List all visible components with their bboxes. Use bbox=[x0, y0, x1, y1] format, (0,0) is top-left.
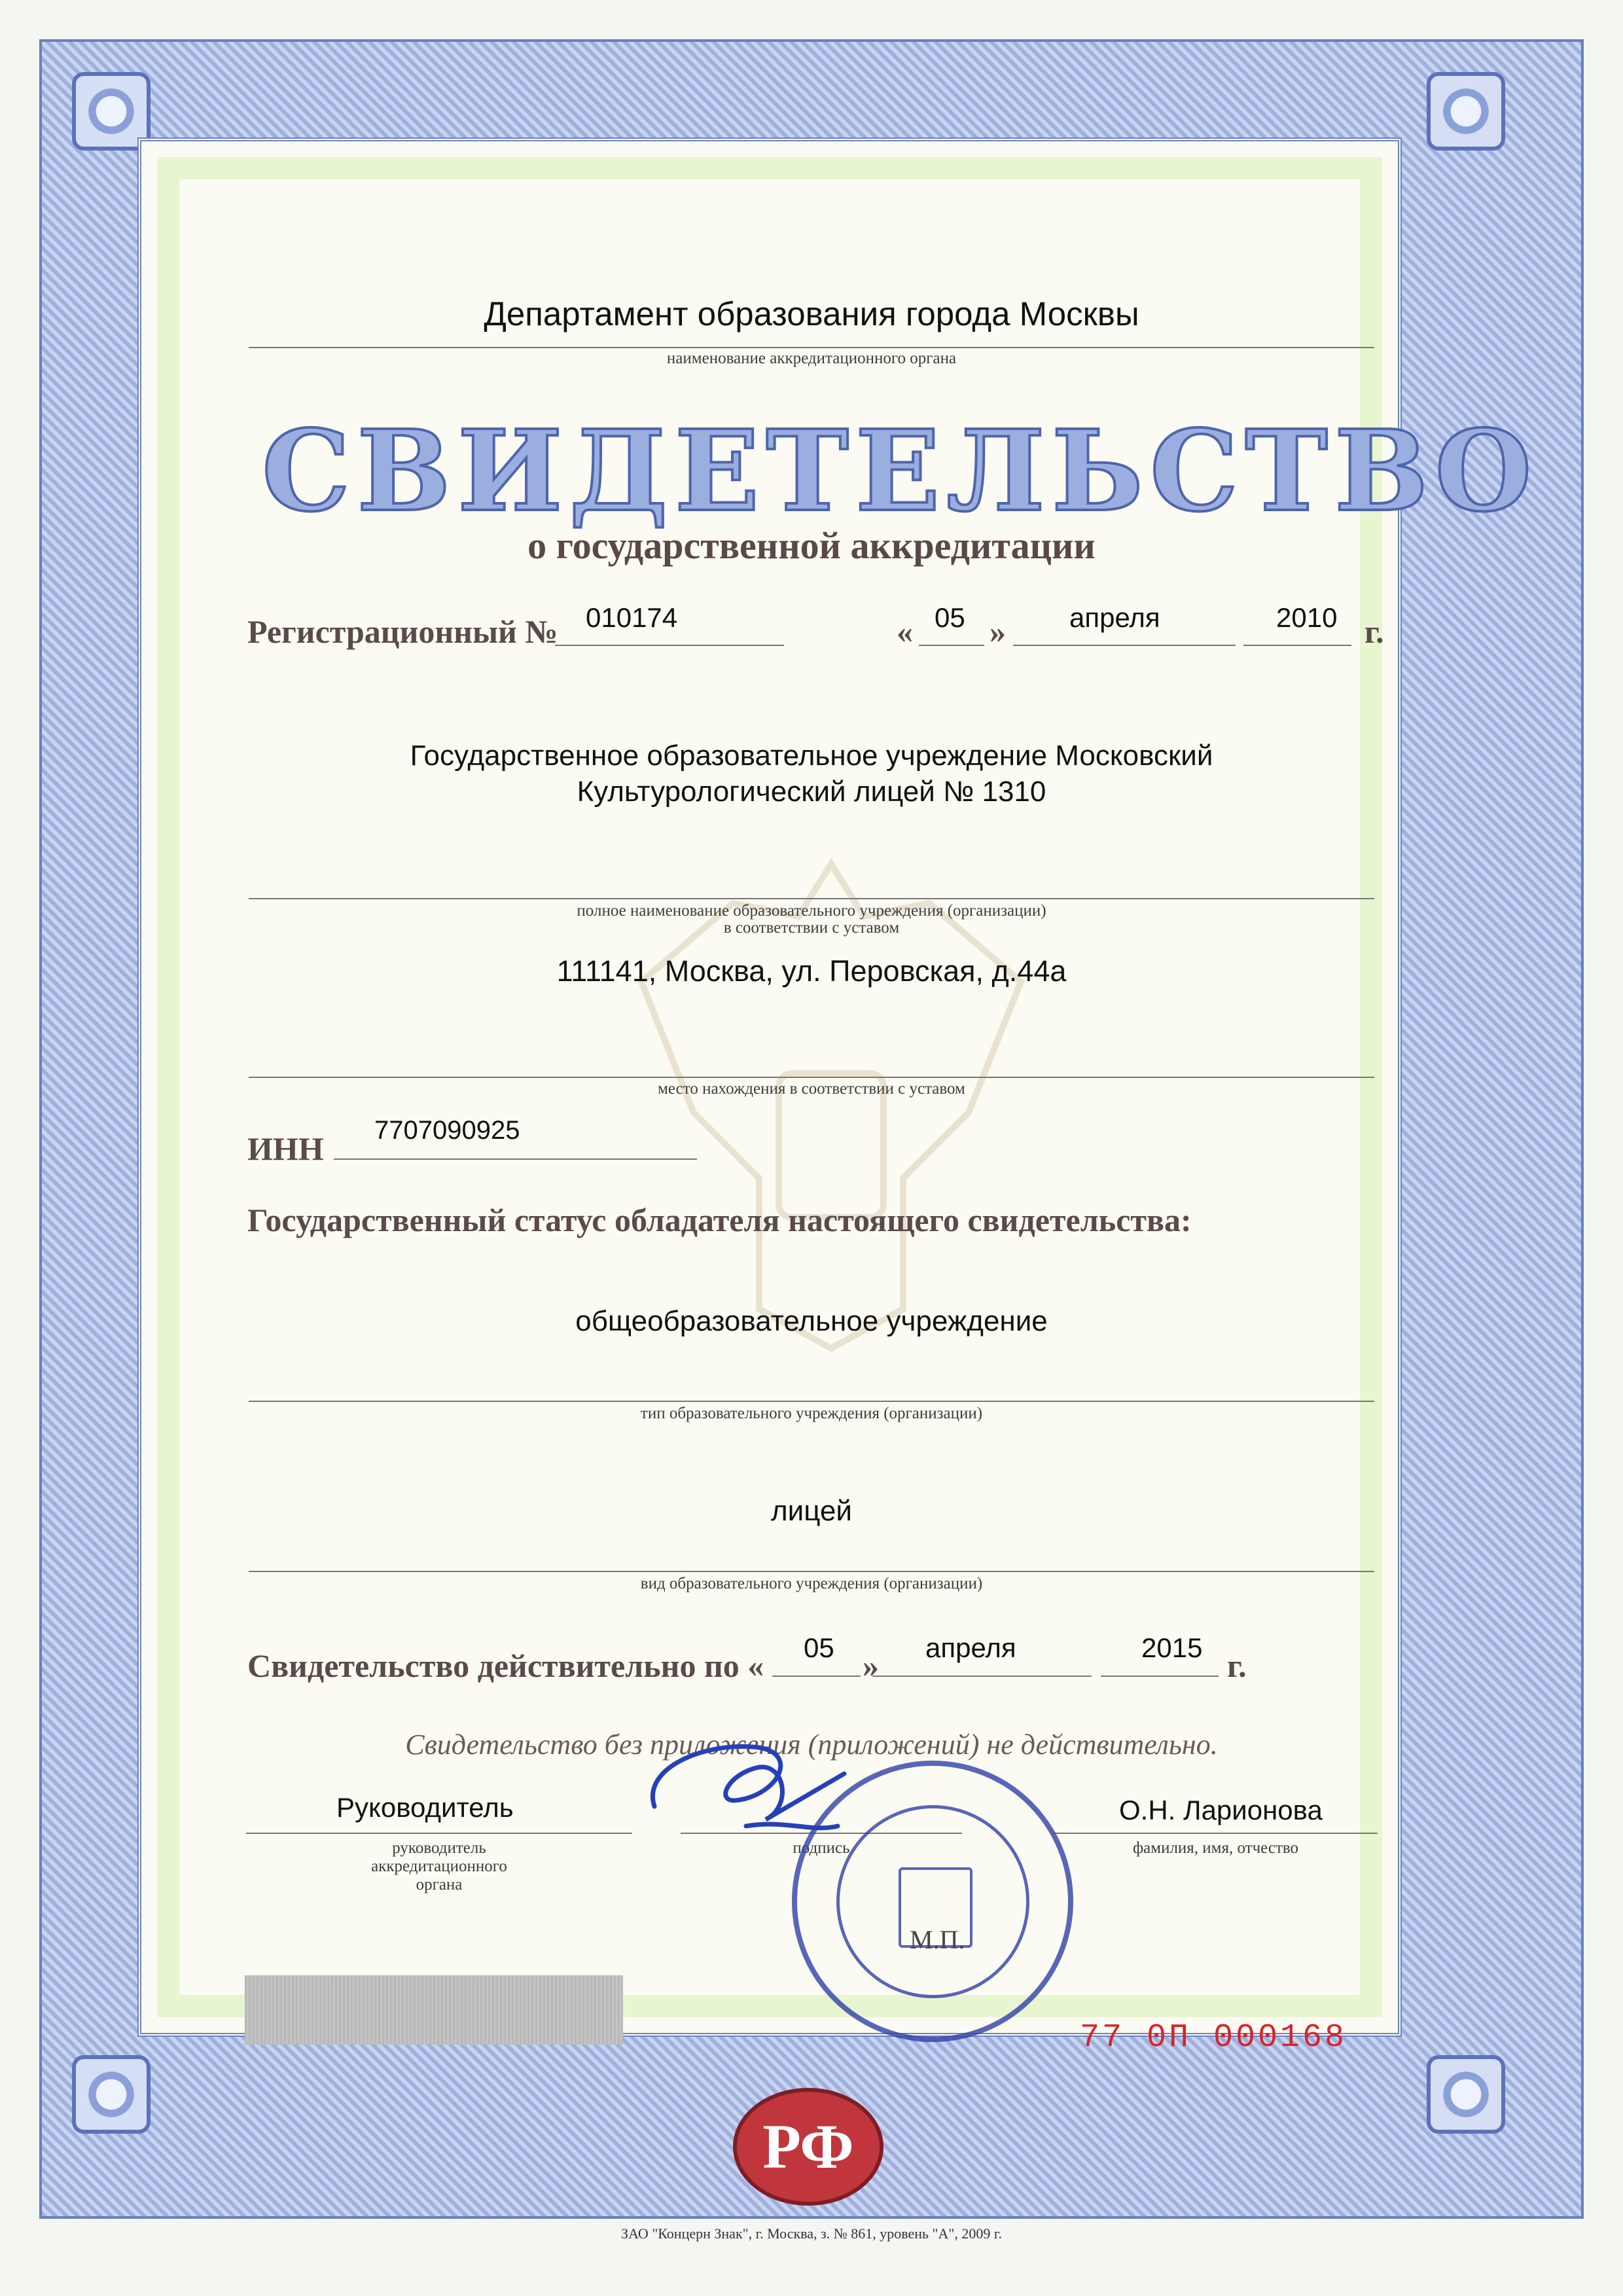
organization-name-line1: Государственное образовательное учреждение Московский bbox=[410, 740, 1213, 772]
corner-ornament-icon bbox=[1427, 2055, 1505, 2134]
validity-label: Свидетельство действительно по « bbox=[247, 1647, 764, 1684]
registration-month-rule bbox=[1013, 645, 1236, 646]
validity-month: апреля bbox=[925, 1632, 1016, 1663]
inn-label: ИНН bbox=[247, 1130, 324, 1167]
registration-label: Регистрационный № bbox=[247, 613, 558, 650]
inn-rule bbox=[334, 1158, 697, 1160]
validity-year-rule bbox=[1101, 1676, 1219, 1677]
organization-address: 111141, Москва, ул. Перовская, д.44а bbox=[556, 954, 1067, 988]
status-heading: Государственный статус обладателя настоящего свидетельства: bbox=[247, 1202, 1192, 1238]
registration-year-suffix: г. bbox=[1364, 613, 1384, 650]
validity-quote-close: » bbox=[863, 1647, 879, 1684]
signer-role-caption-line2: аккредитационного bbox=[371, 1857, 507, 1875]
validity-day-rule bbox=[772, 1676, 861, 1677]
organization-address-rule bbox=[249, 1077, 1374, 1078]
authority-caption: наименование аккредитационного органа bbox=[666, 350, 957, 367]
inn-value: 7707090925 bbox=[374, 1116, 520, 1145]
rf-emblem-icon: РФ bbox=[733, 2088, 883, 2206]
authority-rule bbox=[249, 347, 1374, 348]
status-type-rule bbox=[249, 1401, 1374, 1402]
corner-ornament-icon bbox=[1427, 72, 1505, 151]
official-seal-icon bbox=[792, 1761, 1073, 2042]
registration-day: 05 bbox=[935, 602, 965, 633]
redacted-block bbox=[245, 1975, 623, 2045]
signer-role-caption-line1: руководитель bbox=[392, 1839, 486, 1857]
registration-year-rule bbox=[1243, 645, 1351, 646]
printer-note: ЗАО "Концерн Знак", г. Москва, з. № 861, уровень "А", 2009 г. bbox=[621, 2225, 1002, 2242]
certificate-subtitle: о государственной аккредитации bbox=[527, 524, 1096, 567]
registration-day-rule bbox=[919, 645, 984, 646]
validity-year: 2015 bbox=[1141, 1632, 1203, 1663]
appendix-notice: Свидетельство без приложения (приложений) не действительно. bbox=[405, 1729, 1218, 1761]
serial-number: 77 0П 000168 bbox=[1080, 2019, 1347, 2056]
signer-name: О.Н. Ларионова bbox=[1119, 1795, 1323, 1825]
signer-role-rule bbox=[246, 1833, 632, 1834]
organization-name-line2: Культурологический лицей № 1310 bbox=[577, 776, 1046, 808]
registration-year: 2010 bbox=[1276, 602, 1338, 633]
registration-month: апреля bbox=[1069, 602, 1160, 633]
signature-caption: подпись bbox=[793, 1839, 850, 1857]
validity-year-suffix: г. bbox=[1227, 1647, 1247, 1684]
corner-ornament-icon bbox=[72, 2055, 151, 2134]
status-kind-rule bbox=[249, 1571, 1374, 1572]
validity-day: 05 bbox=[804, 1632, 834, 1663]
organization-name-rule bbox=[249, 898, 1374, 899]
registration-quote-open: « bbox=[897, 613, 913, 650]
status-kind-caption: вид образовательного учреждения (организации) bbox=[640, 1575, 983, 1592]
organization-name-caption-line1: полное наименование образовательного учреждения (организации) bbox=[577, 902, 1046, 920]
signer-role-caption-line3: органа bbox=[416, 1876, 463, 1893]
signer-role: Руководитель bbox=[336, 1792, 514, 1823]
status-type-caption: тип образовательного учреждения (организации) bbox=[640, 1405, 983, 1422]
signer-name-caption: фамилия, имя, отчество bbox=[1132, 1839, 1299, 1857]
registration-number: 010174 bbox=[586, 602, 678, 633]
validity-month-rule bbox=[872, 1676, 1092, 1677]
registration-quote-close: » bbox=[990, 613, 1006, 650]
authority-name: Департамент образования города Москвы bbox=[484, 295, 1139, 332]
status-kind-value: лицей bbox=[770, 1495, 852, 1527]
certificate-title: СВИДЕТЕЛЬСТВО bbox=[262, 406, 1539, 537]
organization-address-caption: место нахождения в соответствии с уставом bbox=[658, 1080, 965, 1098]
status-type-value: общеобразовательное учреждение bbox=[575, 1305, 1048, 1337]
registration-number-rule bbox=[555, 645, 784, 646]
signer-name-rule bbox=[1054, 1833, 1378, 1834]
organization-name-caption-line2: в соответствии с уставом bbox=[723, 919, 900, 937]
stamp-place: М.П. bbox=[910, 1925, 965, 1954]
